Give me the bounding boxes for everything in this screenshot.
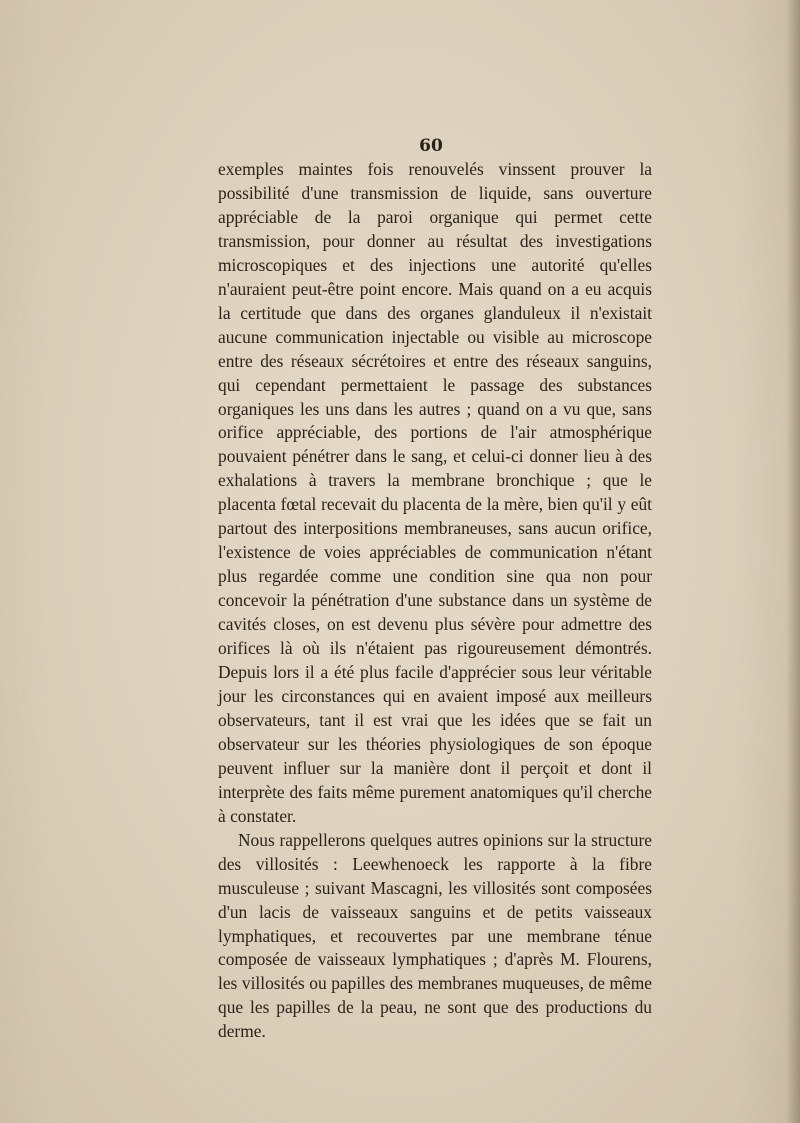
paragraph-2: Nous rappellerons quelques autres opinions sur la structure des villosités : Leewhenoeck les rapporte à la fibre musculeuse ; suivant Mascagni, les villosités sont composées d'un lacis de vaisseaux sanguins et de petits vaisseaux lymphatiques, et recouvertes par une membrane ténue composée de vaisseaux lymphatiques ; d'après M. Flourens, les villosités ou papilles des membranes muqueuses, de même que les papilles de la peau, ne sont que des productions du derme. [218, 829, 652, 1042]
page-edge-shadow [786, 0, 800, 1123]
body-text [218, 158, 652, 1044]
paragraph-1: exemples maintes fois renouvelés vinssent prouver la possibilité d'une transmission de liquide, sans ouverture appréciable de la paroi organique qui permet cette transmission, pour donner au résultat des investigations microscopiques et des injections une autorité qu'elles n'auraient peut-être point encore. Mais quand on a eu acquis la certitude que dans des organes glanduleux il n'existait aucune communication injectable ou visible au microscope entre des réseaux sécrétoires et entre des réseaux sanguins, qui cependant permettaient le passage des substances organiques les uns dans les autres ; quand on a vu que, sans orifice appréciable, des portions de l'air atmosphérique pouvaient pénétrer dans le sang, et celui-ci donner lieu à des exhalations à travers la membrane bronchique ; que le placenta fœtal recevait du placenta de la mère, bien qu'il y eût partout des interpositions membraneuses, sans aucun orifice, l'existence de voies appréciables de communication n'étant plus regardée comme une condition sine qua non pour concevoir la pénétration d'une substance dans un système de cavités closes, on est devenu plus sévère pour admettre des orifices là où ils n'étaient pas rigoureusement démontrés. Depuis lors il a été plus facile d'apprécier sous leur véritable jour les circonstances qui en avaient imposé aux meilleurs observateurs, tant il est vrai que les idées que se fait un observateur sur les théories physiologiques de son époque peuvent influer sur la manière dont il perçoit et dont il interprète des faits même purement anatomiques qu'il cherche à constater. [218, 159, 652, 826]
page-number: 60 [419, 136, 443, 156]
